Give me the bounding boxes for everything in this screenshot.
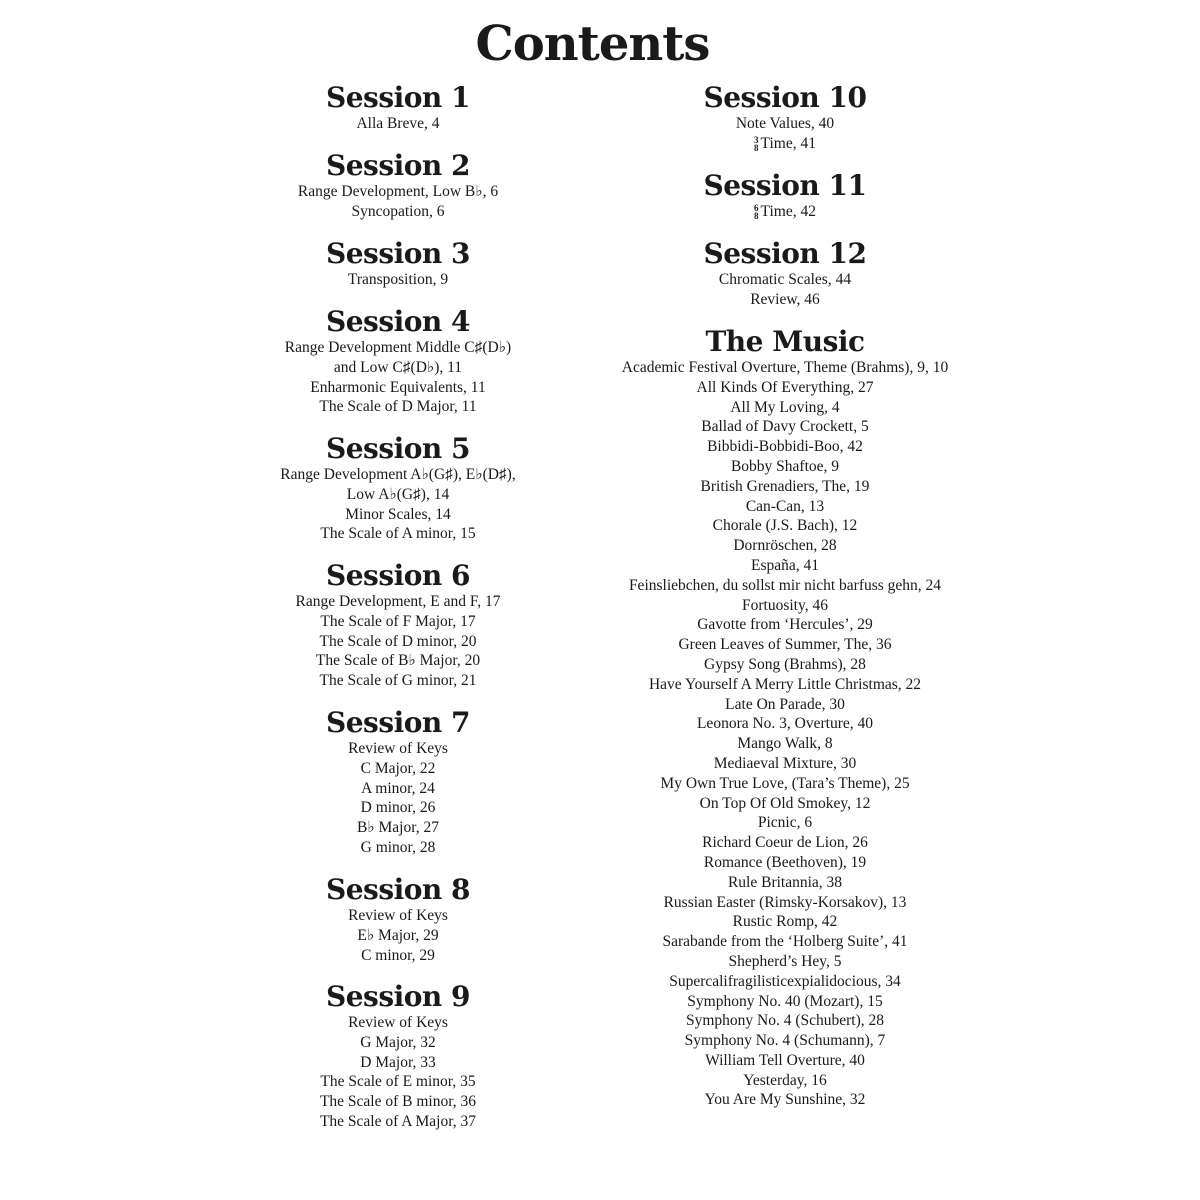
contents-entry[interactable]: Yesterday, 16 — [743, 1071, 827, 1089]
session-section — [248, 150, 548, 222]
session-section — [248, 707, 548, 858]
contents-entry[interactable]: Ballad of Davy Crockett, 5 — [701, 418, 869, 436]
contents-entry[interactable]: Minor Scales, 14 — [345, 505, 451, 523]
contents-entry[interactable]: All My Loving, 4 — [730, 398, 840, 416]
section-heading: Session 10 — [703, 81, 867, 114]
section-heading: Session 9 — [326, 980, 470, 1013]
contents-entry[interactable]: Academic Festival Overture, Theme (Brahms), 9, 10 — [621, 359, 949, 376]
session-section — [248, 433, 548, 544]
contents-entry[interactable]: Russian Easter (Rimsky-Korsakov), 13 — [663, 893, 907, 911]
contents-entry[interactable]: C minor, 29 — [361, 946, 435, 964]
contents-entry-text: Review, 46 — [750, 290, 820, 308]
contents-entry[interactable]: Green Leaves of Summer, The, 36 — [678, 636, 892, 654]
contents-entry[interactable]: The Scale of D minor, 20 — [319, 632, 477, 650]
contents-entry[interactable]: The Scale of E minor, 35 — [320, 1073, 476, 1091]
contents-entry[interactable]: E♭ Major, 29 — [357, 926, 439, 944]
contents-entry[interactable]: Mediaeval Mixture, 30 — [713, 754, 857, 772]
contents-entry[interactable]: Supercalifragilisticexpialidocious, 34 — [669, 972, 901, 990]
section-heading: Session 12 — [703, 237, 867, 270]
contents-entry[interactable]: My Own True Love, (Tara’s Theme), 25 — [660, 774, 910, 792]
contents-entry[interactable]: Can-Can, 13 — [745, 497, 825, 515]
contents-entry[interactable]: España, 41 — [750, 556, 819, 574]
section-heading: Session 11 — [703, 169, 867, 202]
session-section — [248, 238, 548, 290]
contents-entry[interactable]: The Scale of A Major, 37 — [319, 1112, 477, 1130]
session-section — [580, 238, 990, 310]
contents-entry[interactable]: Romance (Beethoven), 19 — [703, 853, 867, 871]
time-signature — [754, 136, 759, 152]
contents-entry[interactable]: Bibbidi-Bobbidi-Boo, 42 — [707, 438, 863, 456]
session-section — [248, 306, 548, 417]
contents-entry[interactable]: Chorale (J.S. Bach), 12 — [712, 517, 858, 535]
contents-entry[interactable]: Range Development, E and F, 17 — [295, 593, 501, 610]
section-heading: Session 1 — [326, 81, 470, 114]
contents-entry[interactable]: Fortuosity, 46 — [742, 596, 828, 614]
contents-entry[interactable]: Symphony No. 40 (Mozart), 15 — [687, 992, 883, 1010]
contents-entry[interactable]: Syncopation, 6 — [351, 202, 445, 220]
contents-entry[interactable]: Bobby Shaftoe, 9 — [730, 457, 840, 475]
contents-entry[interactable]: G Major, 32 — [360, 1033, 436, 1051]
contents-entry-text: Time, 41 — [760, 134, 816, 152]
contents-entry[interactable]: Rule Britannia, 38 — [727, 873, 843, 891]
contents-entry[interactable]: Enharmonic Equivalents, 11 — [310, 378, 486, 396]
contents-entry[interactable]: Picnic, 6 — [757, 814, 813, 832]
contents-entry[interactable] — [580, 134, 990, 154]
contents-entry[interactable]: All Kinds Of Everything, 27 — [696, 378, 874, 396]
contents-entry[interactable]: The Scale of B minor, 36 — [319, 1093, 477, 1111]
time-signature-top: 6 — [754, 203, 759, 214]
contents-entry[interactable]: Leonora No. 3, Overture, 40 — [696, 715, 874, 733]
contents-entry[interactable]: Have Yourself A Merry Little Christmas, 22 — [648, 675, 922, 693]
contents-entry-text: Chromatic Scales, 44 — [718, 271, 852, 288]
contents-entry[interactable]: Mango Walk, 8 — [737, 735, 833, 753]
contents-entry[interactable]: Late On Parade, 30 — [725, 695, 845, 713]
session-section — [580, 82, 990, 154]
page-title: Contents — [475, 16, 710, 72]
section-heading: Session 2 — [326, 149, 470, 182]
section-heading: Session 5 — [326, 432, 470, 465]
contents-entry[interactable]: Richard Coeur de Lion, 26 — [702, 834, 868, 852]
contents-entry[interactable]: You Are My Sunshine, 32 — [704, 1091, 866, 1109]
contents-entry[interactable]: C Major, 22 — [360, 759, 436, 777]
contents-entry[interactable]: William Tell Overture, 40 — [705, 1051, 865, 1069]
section-heading: Session 7 — [326, 706, 470, 739]
section-heading: Session 6 — [326, 559, 470, 592]
contents-entry[interactable]: Review of Keys — [348, 1014, 448, 1031]
contents-entry[interactable]: Low A♭(G♯), 14 — [346, 485, 450, 503]
music-section — [580, 326, 990, 1110]
contents-entry[interactable] — [580, 202, 990, 222]
contents-entry[interactable]: On Top Of Old Smokey, 12 — [699, 794, 871, 812]
session-section — [248, 981, 548, 1132]
contents-entry[interactable]: A minor, 24 — [361, 779, 435, 797]
contents-entry-text: Note Values, 40 — [735, 115, 835, 132]
section-heading: Session 8 — [326, 873, 470, 906]
contents-entry[interactable]: Symphony No. 4 (Schubert), 28 — [685, 1012, 885, 1030]
contents-entry[interactable]: Sarabande from the ‘Holberg Suite’, 41 — [662, 933, 908, 951]
section-heading: The Music — [705, 325, 865, 358]
contents-entry[interactable] — [580, 270, 990, 290]
time-signature-bottom: 8 — [754, 143, 759, 154]
contents-entry[interactable]: and Low C♯(D♭), 11 — [333, 358, 463, 376]
time-signature-top: 3 — [754, 135, 759, 146]
contents-entry[interactable]: The Scale of F Major, 17 — [320, 612, 476, 630]
contents-entry-text: Time, 42 — [760, 203, 816, 220]
contents-entry[interactable]: The Scale of A minor, 15 — [320, 525, 476, 543]
contents-entry[interactable]: Dornröschen, 28 — [733, 537, 837, 555]
contents-entry[interactable]: The Scale of B♭ Major, 20 — [315, 652, 481, 670]
contents-entry[interactable]: The Scale of G minor, 21 — [319, 672, 477, 690]
contents-entry[interactable] — [580, 290, 990, 310]
contents-entry[interactable]: Alla Breve, 4 — [356, 115, 440, 132]
contents-entry[interactable]: British Grenadiers, The, 19 — [700, 477, 870, 495]
session-section — [248, 560, 548, 691]
contents-entry[interactable]: D minor, 26 — [360, 799, 436, 817]
contents-entry[interactable]: D Major, 33 — [360, 1053, 436, 1071]
section-heading: Session 3 — [326, 237, 470, 270]
contents-entry[interactable]: G minor, 28 — [360, 838, 436, 856]
contents-entry[interactable]: The Scale of D Major, 11 — [319, 398, 477, 416]
time-signature — [754, 204, 759, 220]
contents-entry[interactable]: Range Development A♭(G♯), E♭(D♯), — [280, 466, 516, 483]
contents-entry[interactable]: Feinsliebchen, du sollst mir nicht barfuss gehn, 24 — [628, 576, 942, 594]
contents-entry[interactable] — [580, 114, 990, 134]
contents-entry[interactable]: Range Development Middle C♯(D♭) — [284, 339, 512, 356]
contents-entry[interactable]: Shepherd’s Hey, 5 — [728, 952, 842, 970]
session-section — [580, 170, 990, 222]
contents-entry[interactable]: Gavotte from ‘Hercules’, 29 — [697, 616, 873, 634]
contents-entry[interactable]: Transposition, 9 — [347, 271, 449, 288]
session-section — [248, 874, 548, 965]
contents-entry[interactable]: Range Development, Low B♭, 6 — [297, 183, 499, 200]
contents-entry[interactable]: B♭ Major, 27 — [356, 819, 440, 837]
contents-entry[interactable]: Review of Keys — [348, 907, 448, 924]
section-heading: Session 4 — [326, 305, 470, 338]
contents-entry[interactable]: Gypsy Song (Brahms), 28 — [704, 655, 866, 673]
contents-entry[interactable]: Rustic Romp, 42 — [732, 913, 838, 931]
contents-entry[interactable]: Symphony No. 4 (Schumann), 7 — [684, 1032, 886, 1050]
session-section — [248, 82, 548, 134]
contents-entry[interactable]: Review of Keys — [348, 740, 448, 757]
time-signature-bottom: 8 — [754, 211, 759, 222]
